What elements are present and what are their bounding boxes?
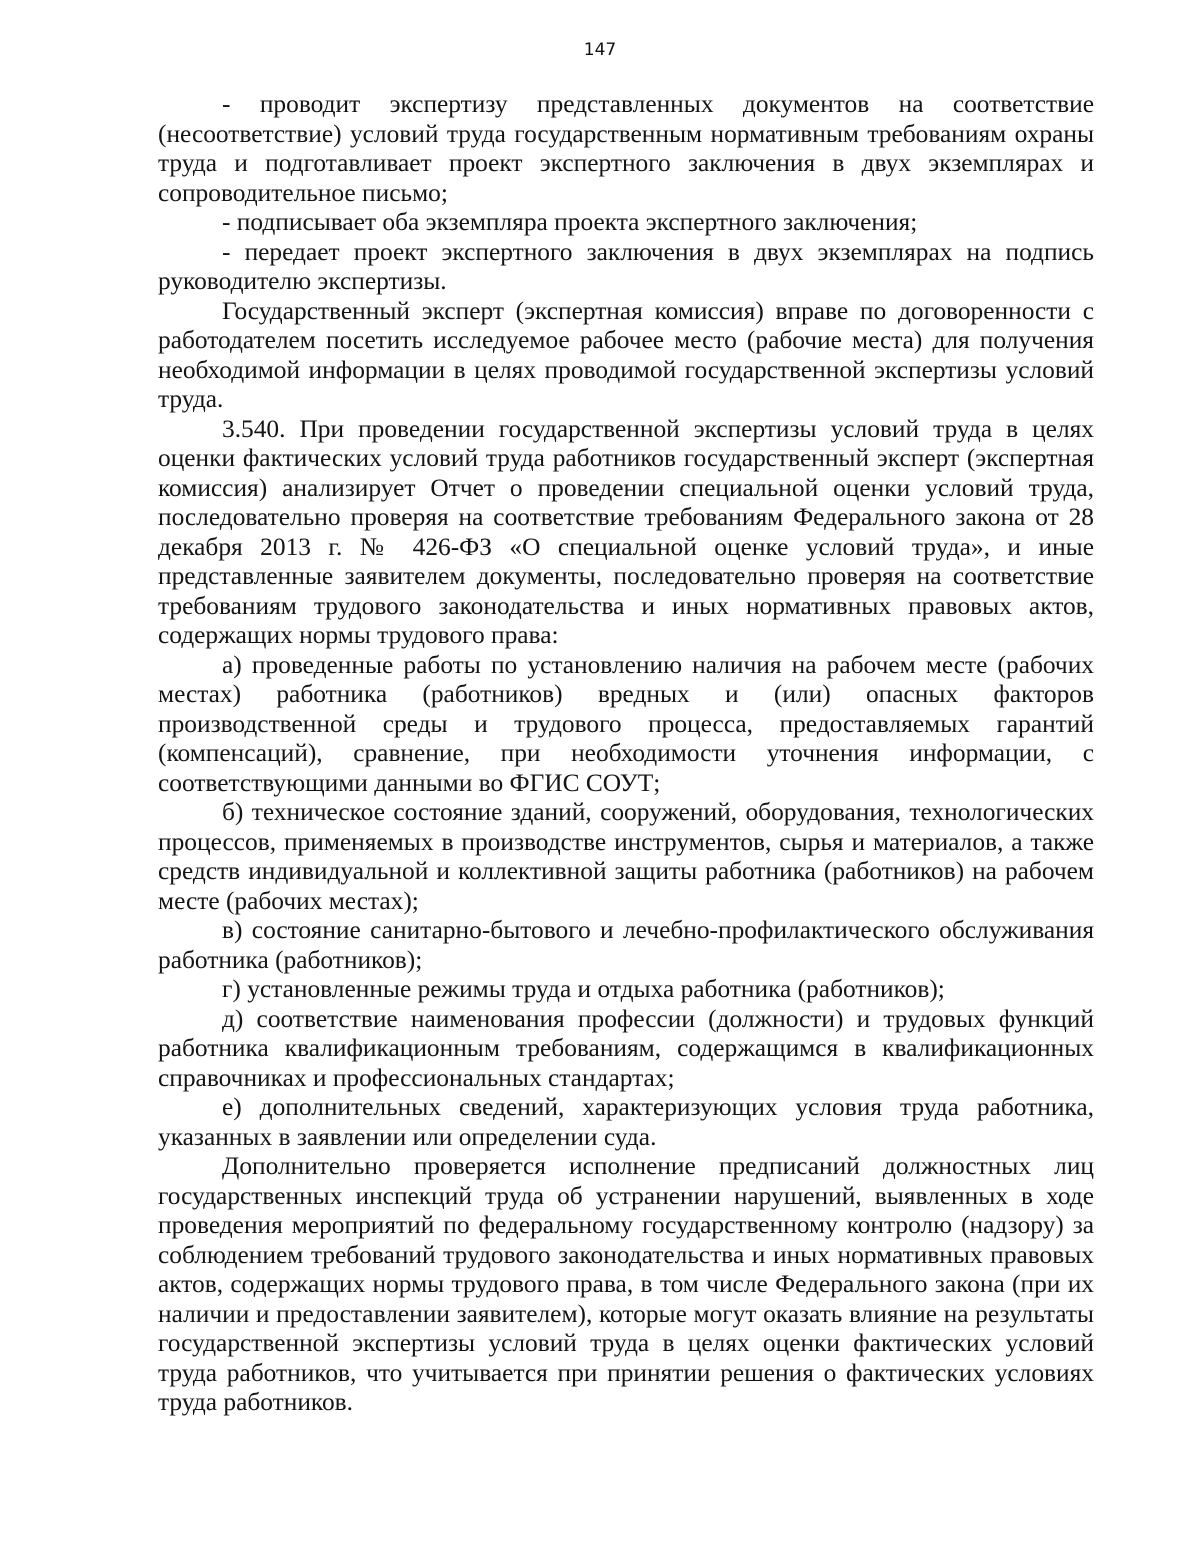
paragraph-item-g: г) установленные режимы труда и отдыха работника (работников); — [222, 975, 945, 1003]
paragraph-item-v: в) состояние санитарно-бытового и лечебно-профилактического обслуживания работника (работников); — [158, 916, 1094, 974]
paragraph-transfer-to-head: - передает проект экспертного заключения в двух экземплярах на подпись руководителю экспертизы. — [158, 237, 1094, 295]
paragraph-expert-review-documents: - проводит экспертизу представленных документов на соответствие (несоответствие) условий труда государственным нормативным требованиям охраны труда и подготавливает проект экспертного заключения в двух экземплярах и сопроводительное письмо; — [158, 90, 1094, 207]
page-number: 147 — [583, 40, 617, 60]
paragraph-sign-copies: - подписывает оба экземпляра проекта экспертного заключения; — [222, 208, 918, 236]
paragraph-3-540: 3.540. При проведении государственной экспертизы условий труда в целях оценки фактических условий труда работников государственный эксперт (экспертная комиссия) анализирует Отчет о проведении специальной оценки условий труда, последовательно проверяя на соответствие требованиям Федерального закона от 28 декабря 2013 г. № 426-ФЗ «О специальной оценке условий труда», и иные представленные заявителем документы, последовательно проверяя на соответствие требованиям трудового законодательства и иных нормативных правовых актов, содержащих нормы трудового права: — [158, 414, 1094, 649]
paragraph-item-d: д) соответствие наименования профессии (должности) и трудовых функций работника квалификационным требованиям, содержащимся в квалификационных справочниках и профессиональных стандартах; — [158, 1004, 1094, 1092]
paragraph-item-b: б) техническое состояние зданий, сооружений, оборудования, технологических процессов, применяемых в производстве инструментов, сырья и материалов, а также средств индивидуальной и коллективной защиты работника (работников) на рабочем месте (рабочих местах); — [158, 798, 1094, 915]
paragraph-item-e: е) дополнительных сведений, характеризующих условия труда работника, указанных в заявлении или определении суда. — [158, 1093, 1094, 1151]
paragraph-site-visit: Государственный эксперт (экспертная комиссия) вправе по договоренности с работодателем посетить исследуемое рабочее место (рабочие места) для получения необходимой информации в целях проводимой государственной экспертизы условий труда. — [158, 296, 1094, 413]
paragraph-additional-check: Дополнительно проверяется исполнение предписаний должностных лиц государственных инспекций труда об устранении нарушений, выявленных в ходе проведения мероприятий по федеральному государственному контролю (надзору) за соблюдением требований трудового законодательства и иных нормативных правовых актов, содержащих нормы трудового права, в том числе Федерального закона (при их наличии и предоставлении заявителем), которые могут оказать влияние на результаты государственной экспертизы условий труда в целях оценки фактических условий труда работников, что учитывается при принятии решения о фактических условиях труда работников. — [158, 1152, 1094, 1416]
paragraph-item-a: а) проведенные работы по установлению наличия на рабочем месте (рабочих местах) работника (работников) вредных и (или) опасных факторов производственной среды и трудового процесса, предоставляемых гарантий (компенсаций), сравнение, при необходимости уточнения информации, с соответствующими данными во ФГИС СОУТ; — [158, 650, 1094, 797]
document-body — [158, 90, 1094, 1418]
